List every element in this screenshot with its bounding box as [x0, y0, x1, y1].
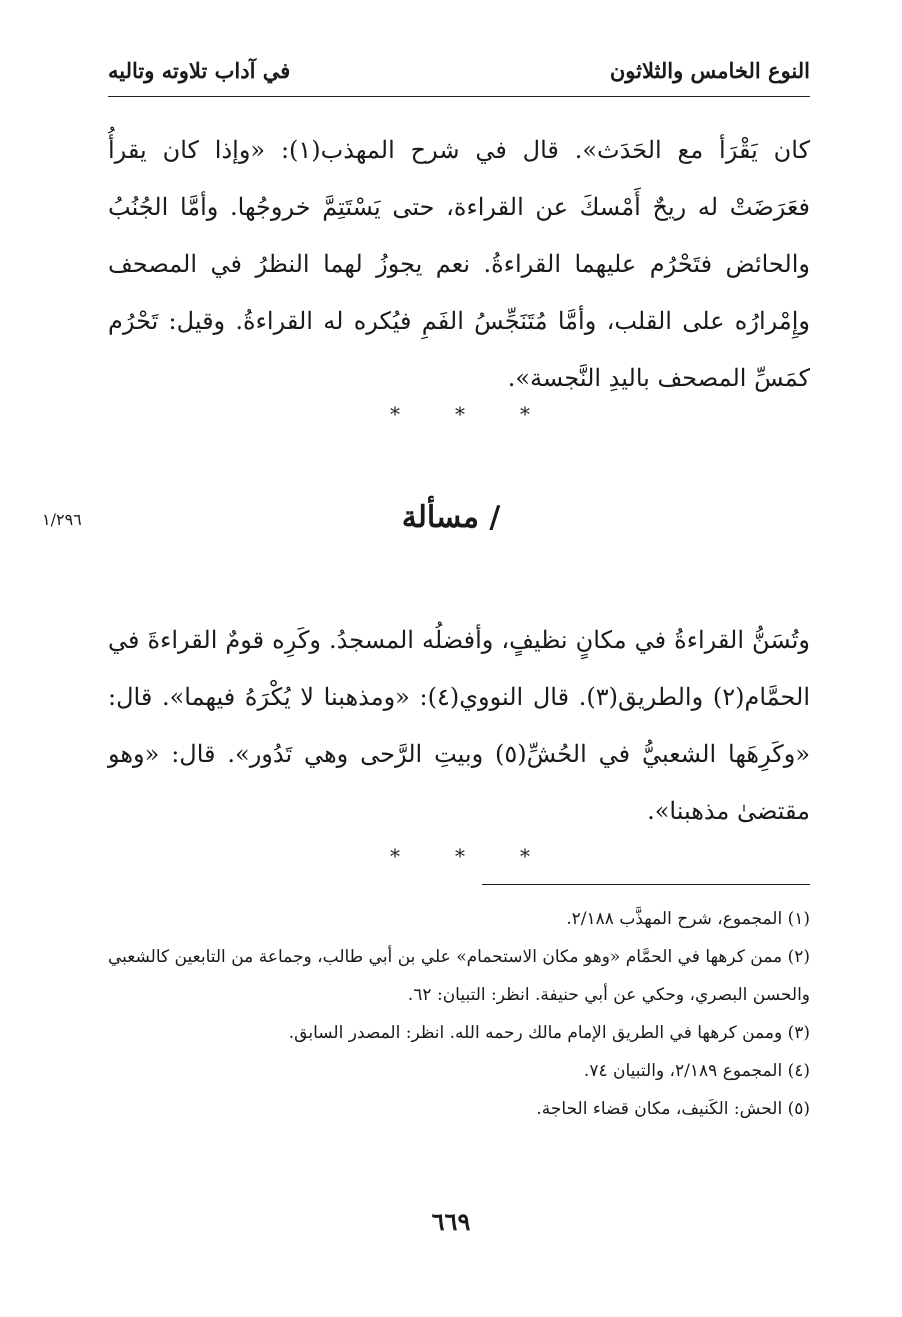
body-paragraph-2: وتُسَنُّ القراءةُ في مكانٍ نظيفٍ، وأفضلُه المسجدُ. وكَرِه قومٌ القراءةَ في الحمَّام(٢) والطريق(٣). قال النووي(٤): «ومذهبنا لا يُكْرَهُ فيهما». قال: «وكَرِهَها الشعبيُّ في الحُشِّ(٥) وبيتِ الرَّحى وهي تَدُور». قال: «وهو مقتضىٰ مذهبنا».	[108, 626, 811, 825]
margin-reference: ١/٢٩٦	[42, 510, 82, 529]
section-separator-1	[390, 402, 530, 426]
footnotes	[108, 900, 810, 1128]
footnote-divider	[482, 884, 810, 885]
footnote-5: (٥) الحش: الكَنيف، مكان قضاء الحاجة.	[536, 1099, 810, 1119]
separator-star: *	[390, 844, 400, 868]
page-number: ٦٦٩	[431, 1207, 471, 1236]
body-paragraph-1: كان يَقْرَأ مع الحَدَث». قال في شرح المهذب(١): «وإذا كان يقرأُ فعَرَضَتْ له ريحٌ أَمْسكَ عن القراءة، حتى يَسْتَتِمَّ خروجُها. وأمَّا الجُنُبُ والحائض فتَحْرُم عليهما القراءةُ. نعم يجوزُ لهما النظرُ في المصحف وإِمْرارُه على القلب، وأمَّا مُتَنَجِّسُ الفَمِ فيُكره له القراءةُ. وقيل: تَحْرُم كمَسِّ المصحف باليدِ النَّجسة».	[108, 136, 810, 392]
separator-star: *	[390, 402, 400, 426]
running-header	[108, 58, 810, 94]
section-heading: / مسألة	[401, 500, 501, 535]
header-divider	[108, 96, 810, 97]
footnote-3: (٣) وممن كرهها في الطريق الإمام مالك رحمه الله. انظر: المصدر السابق.	[288, 1023, 810, 1043]
separator-star: *	[455, 402, 465, 426]
section-separator-2	[390, 844, 530, 868]
footnote-1: (١) المجموع، شرح المهذَّب ٢/١٨٨.	[566, 909, 810, 929]
footnote-2: (٢) ممن كرهها في الحمَّام «وهو مكان الاستحمام» علي بن أبي طالب، وجماعة من التابعين كالشعبي والحسن البصري، وحكي عن أبي حنيفة. انظر: التبيان: ٦٢.	[108, 947, 810, 1005]
chapter-title: النوع الخامس والثلاثون	[609, 58, 810, 83]
footnote-4: (٤) المجموع ٢/١٨٩، والتبيان ٧٤.	[583, 1061, 810, 1081]
separator-star: *	[455, 844, 465, 868]
separator-star: *	[520, 844, 530, 868]
book-section-title: في آداب تلاوته وتاليه	[108, 58, 291, 83]
separator-star: *	[520, 402, 530, 426]
